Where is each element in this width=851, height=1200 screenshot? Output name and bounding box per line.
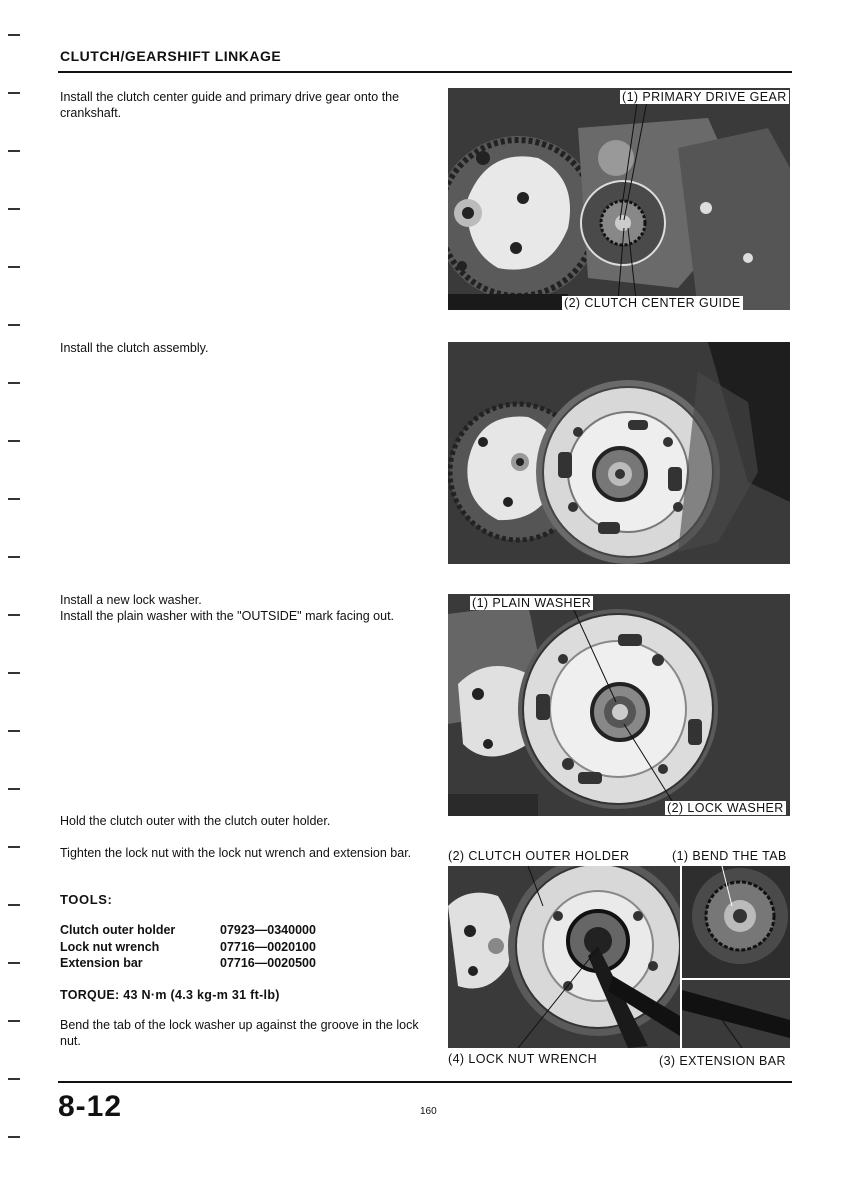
tool-name: Extension bar [60,956,143,970]
step-lock-washer: Install a new lock washer. [60,593,202,607]
step-bend-tab: Bend the tab of the lock washer up against the groove in the lock nut. [60,1018,419,1048]
step-tighten-lock-nut: Tighten the lock nut with the lock nut wrench and extension bar. [60,846,412,860]
margin-tick [8,266,20,268]
callout-primary-drive-gear: (1) PRIMARY DRIVE GEAR [622,90,787,104]
margin-tick [8,556,20,558]
tool-name: Lock nut wrench [60,939,160,954]
tool-name: Clutch outer holder [60,923,176,937]
step-plain-washer: Install the plain washer with the "OUTSIDE" mark facing out. [60,609,395,623]
footer-rule [58,1081,792,1083]
page-sequence: 160 [420,1106,437,1117]
margin-tick [8,440,20,442]
step-install-center-guide: Install the clutch center guide and primary drive gear onto the crankshaft. [60,90,400,120]
tool-row [60,939,316,956]
margin-tick [8,962,20,964]
tools-table [60,922,316,972]
tool-row [60,922,316,939]
photo-clutch-assembly [448,342,790,564]
page-number: 8-12 [58,1090,123,1123]
step-hold-clutch-outer: Hold the clutch outer with the clutch outer holder. [60,814,331,828]
callout-extension-bar: (3) EXTENSION BAR [659,1054,786,1068]
photo-washers [448,594,790,816]
margin-tick [8,1020,20,1022]
margin-tick [8,730,20,732]
step-install-clutch-assembly: Install the clutch assembly. [60,341,209,355]
callout-clutch-outer-holder: (2) CLUTCH OUTER HOLDER [448,849,630,863]
margin-tick [8,672,20,674]
margin-tick [8,34,20,36]
callout-lock-nut-wrench: (4) LOCK NUT WRENCH [448,1052,598,1066]
photo-bend-tab-inset [682,866,790,978]
callout-clutch-center-guide: (2) CLUTCH CENTER GUIDE [564,296,741,310]
photo-extension-bar [682,980,790,1048]
margin-tick [8,904,20,906]
margin-tick [8,324,20,326]
section-title: CLUTCH/GEARSHIFT LINKAGE [60,48,282,64]
tool-number: 07716—0020500 [220,956,316,970]
margin-tick [8,1078,20,1080]
margin-tick [8,846,20,848]
tool-row [60,955,316,972]
margin-tick [8,614,20,616]
margin-tick [8,150,20,152]
callout-lock-washer: (2) LOCK WASHER [667,801,784,815]
callout-bend-the-tab: (1) BEND THE TAB [672,849,787,863]
tool-number: 07716—0020100 [220,939,316,954]
tools-heading: TOOLS: [60,892,113,907]
photo-primary-drive-gear [448,88,790,310]
tool-number: 07923—0340000 [220,923,316,937]
margin-tick [8,92,20,94]
header-rule [58,71,792,73]
margin-tick [8,788,20,790]
torque-spec: TORQUE: 43 N·m (4.3 kg-m 31 ft-lb) [60,988,280,1002]
margin-tick [8,382,20,384]
margin-tick [8,498,20,500]
callout-plain-washer: (1) PLAIN WASHER [472,596,592,610]
margin-tick [8,208,20,210]
margin-tick [8,1136,20,1138]
photo-clutch-outer-holder [448,866,680,1048]
